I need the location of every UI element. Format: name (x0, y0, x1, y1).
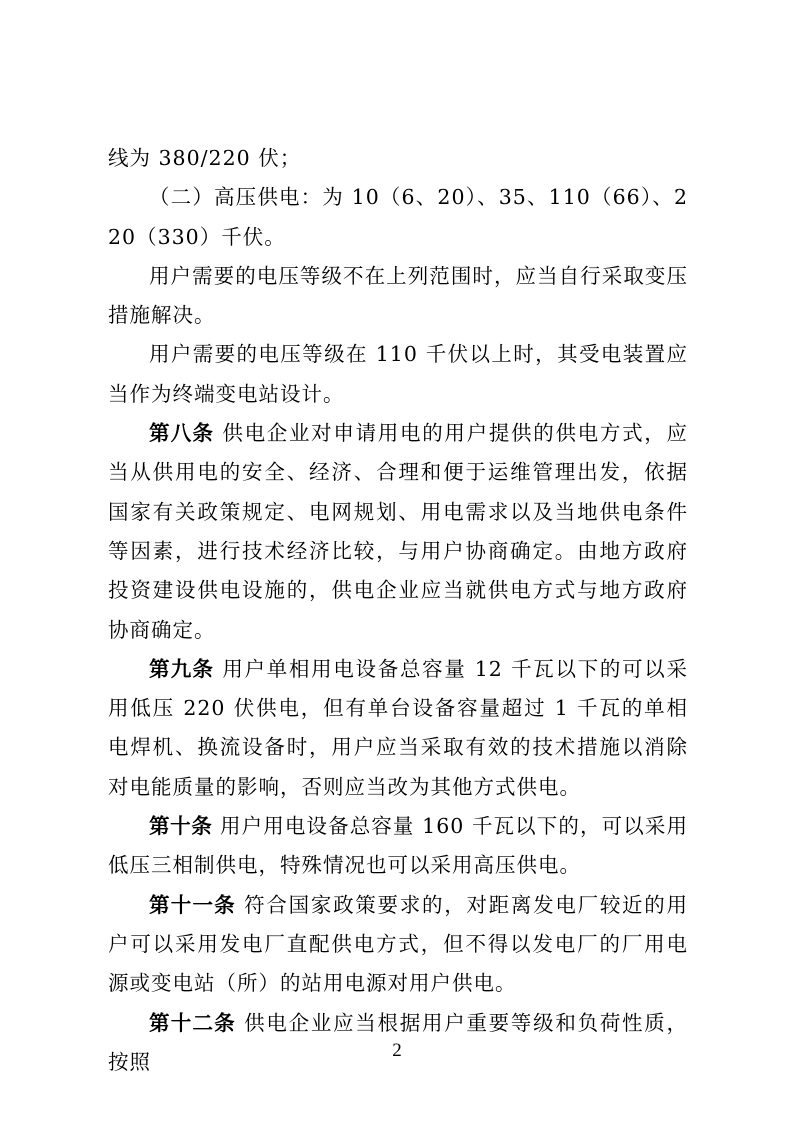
paragraph-text: 用户单相用电设备总容量 12 千瓦以下的可以采用低压 220 伏供电，但有单台设备容量超过 1 千瓦的单相电焊机、换流设备时，用户应当采取有效的技术措施以消除对电能质量的影响，否则应当改为其他方式供电。 (108, 656, 688, 799)
article-paragraph (108, 886, 688, 1004)
article-heading: 第九条 (149, 656, 215, 681)
paragraph-text: 用户用电设备总容量 160 千瓦以下的，可以采用低压三相制供电，特殊情况也可以采用高压供电。 (108, 814, 688, 878)
document-body (108, 139, 688, 1082)
article-heading: 第十条 (149, 814, 213, 839)
paragraph (108, 335, 688, 414)
paragraph-text: 供电企业应当根据用户重要等级和负荷性质，按照 (108, 1010, 689, 1074)
paragraph-text: 供电企业对申请用电的用户提供的供电方式，应当从供用电的安全、经济、合理和便于运维管理出发，依据国家有关政策规定、电网规划、用电需求以及当地供电条件等因素，进行技术经济比较，与用户协商确定。由地方政府投资建设供电设施的，供电企业应当就供电方式与地方政府协商确定。 (108, 421, 688, 642)
paragraph (108, 139, 688, 178)
paragraph (108, 257, 688, 336)
article-paragraph (108, 414, 688, 650)
article-heading: 第十二条 (149, 1010, 236, 1035)
page-number: 2 (392, 1040, 402, 1061)
article-paragraph (108, 650, 688, 807)
paragraph-text: 用户需要的电压等级不在上列范围时，应当自行采取变压措施解决。 (108, 263, 688, 328)
paragraph-text: 符合国家政策要求的，对距离发电厂较近的用户可以采用发电厂直配供电方式，但不得以发电厂的厂用电源或变电站（所）的站用电源对用户供电。 (108, 892, 689, 996)
article-paragraph (108, 807, 688, 886)
article-heading: 第十一条 (149, 892, 236, 917)
paragraph-text: 线为 380/220 伏； (108, 146, 302, 170)
paragraph (108, 178, 688, 257)
paragraph-text: （二）高压供电：为 10（6、20）、35、110（66）、220（330）千伏。 (108, 185, 688, 249)
paragraph-text: 用户需要的电压等级在 110 千伏以上时，其受电装置应当作为终端变电站设计。 (108, 342, 688, 406)
article-heading: 第八条 (149, 421, 215, 446)
